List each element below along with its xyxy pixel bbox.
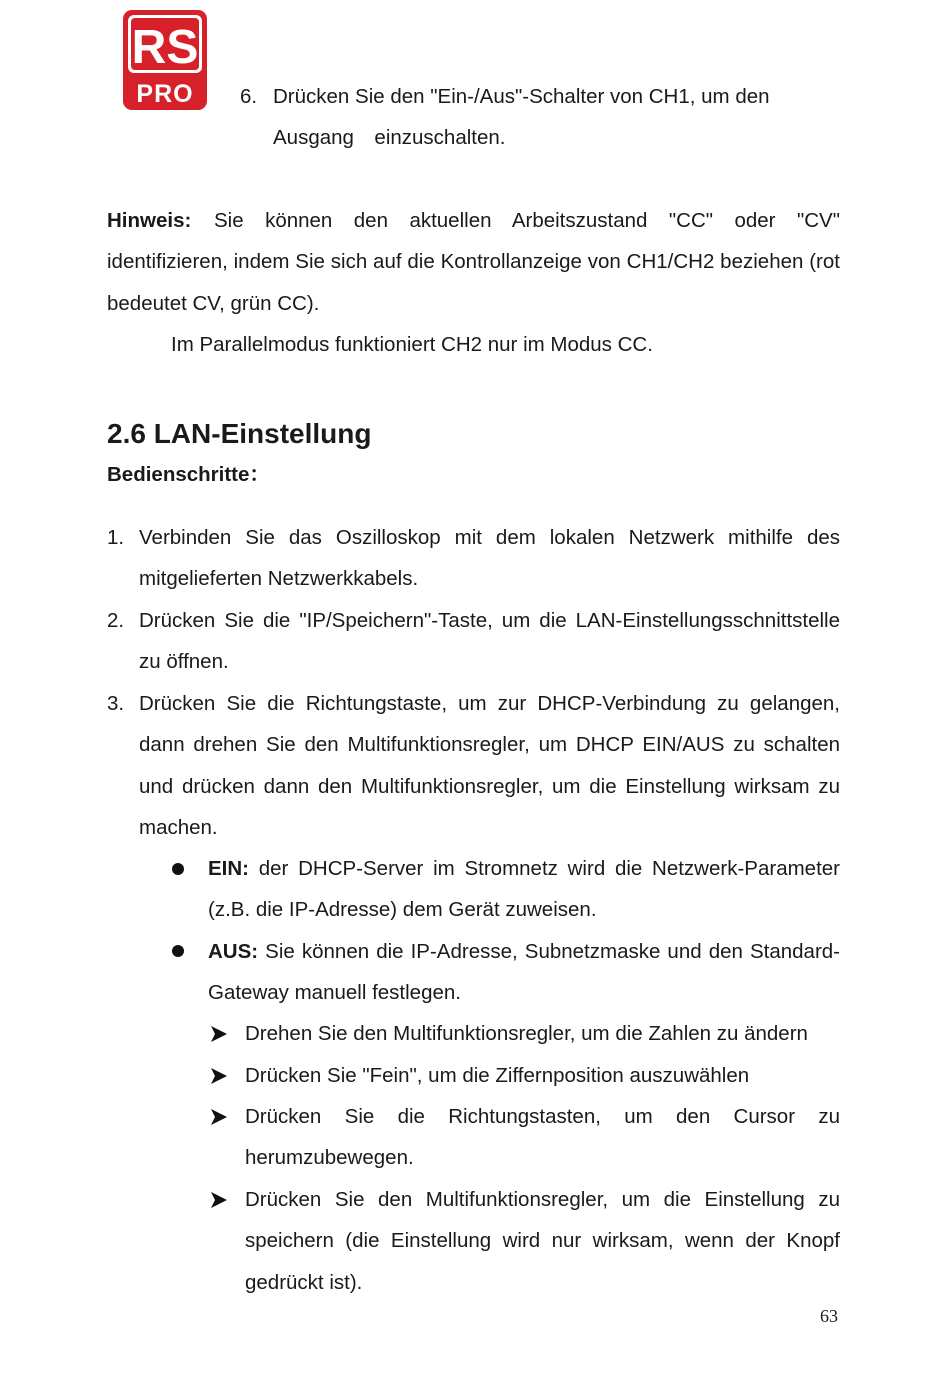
bullet-aus-label: AUS: bbox=[208, 940, 259, 963]
bullet-dot bbox=[172, 863, 184, 875]
logo-rs-text: RS bbox=[131, 21, 199, 74]
bullet-ein-label: EIN: bbox=[208, 857, 249, 880]
arrow-bullet-icon bbox=[209, 1024, 229, 1044]
step-1-text: Verbinden Sie das Oszilloskop mit dem lokalen Netzwerk mithilfe des mitgelieferten Netzwerkkabels. bbox=[139, 526, 840, 591]
step-2-number: 2. bbox=[107, 609, 125, 632]
note-label-text: Hinweis: bbox=[107, 209, 192, 232]
section-subtitle: Bedienschritte： bbox=[107, 463, 270, 486]
arrow-bullet-icon bbox=[209, 1066, 229, 1086]
step-2-text: Drücken Sie die "IP/Speichern"-Taste, um die LAN-Einstellungsschnittstelle zu öffnen. bbox=[139, 609, 840, 674]
arrow-bullet-icon bbox=[209, 1107, 229, 1127]
bullet-ein bbox=[208, 848, 840, 931]
bullet-ein-text: der DHCP-Server im Stromnetz wird die Netzwerk-Parameter (z.B. die IP-Adresse) dem Gerät zuweisen. bbox=[208, 857, 840, 922]
subbullet-4: Drücken Sie den Multifunktionsregler, um die Einstellung zu speichern (die Einstellung wird nur wirksam, wenn der Knopf gedrückt ist). bbox=[245, 1188, 840, 1294]
note-text-first bbox=[107, 200, 840, 324]
arrow-bullet-icon bbox=[209, 1190, 229, 1210]
step-1-number: 1. bbox=[107, 526, 125, 549]
logo-pro-text: PRO bbox=[136, 80, 194, 108]
section-title: 2.6 LAN-Einstellung bbox=[107, 418, 372, 449]
note-line-1: Sie können den aktuellen Arbeitszustand "CC" oder "CV" identifizieren, indem Sie sich auf die Kontrollanzeige von CH1/CH2 beziehen (rot bedeutet CV, grün CC). bbox=[107, 209, 840, 315]
step-3-number: 3. bbox=[107, 692, 125, 715]
step-6-text: Drücken Sie den "Ein-/Aus"-Schalter von CH1, um den Ausgang einzuschalten. bbox=[273, 85, 770, 150]
page-number: 63 bbox=[820, 1306, 838, 1326]
logo-graphic bbox=[122, 9, 208, 111]
bullet-aus bbox=[208, 931, 840, 1014]
subbullet-1: Drehen Sie den Multifunktionsregler, um die Zahlen zu ändern bbox=[245, 1022, 808, 1045]
bullet-aus-text: Sie können die IP-Adresse, Subnetzmaske und den Standard-Gateway manuell festlegen. bbox=[208, 940, 840, 1005]
subbullet-3: Drücken Sie die Richtungstasten, um den Cursor zu herumzubewegen. bbox=[245, 1105, 840, 1170]
step-6-number: 6. bbox=[240, 85, 258, 108]
bullet-dot bbox=[172, 945, 184, 957]
step-3-text: Drücken Sie die Richtungstaste, um zur DHCP-Verbindung zu gelangen, dann drehen Sie den Multifunktionsregler, um DHCP EIN/AUS zu schalten und drücken dann den Multifunktionsregler, um die Einstellung wirksam zu machen. bbox=[139, 692, 840, 839]
note-text-second: Im Parallelmodus funktioniert CH2 nur im Modus CC. bbox=[171, 333, 653, 356]
subbullet-2: Drücken Sie "Fein", um die Ziffernposition auszuwählen bbox=[245, 1064, 750, 1087]
rs-pro-logo bbox=[122, 9, 208, 111]
